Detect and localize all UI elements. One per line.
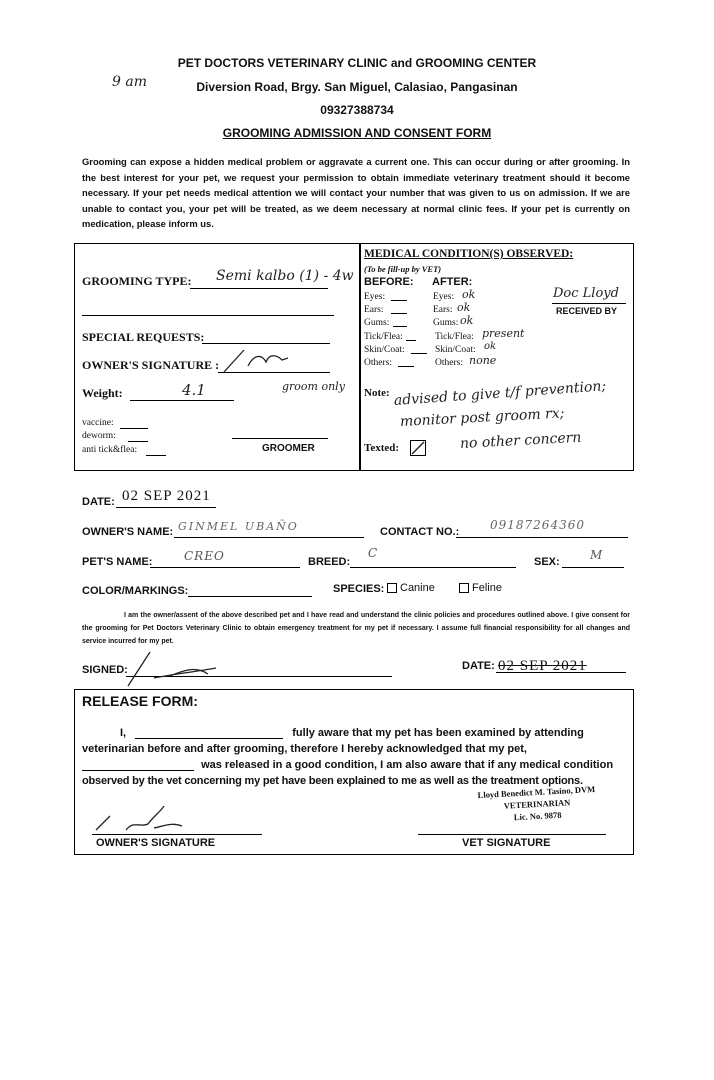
clinic-address: Diversion Road, Brgy. San Miguel, Calasiao, Pangasinan xyxy=(196,80,518,94)
release-line-2: veterinarian before and after grooming, therefore I hereby acknowledged that my pet, xyxy=(82,743,527,755)
note-line-2: monitor post groom rx; xyxy=(399,405,565,430)
sex-field[interactable] xyxy=(562,567,624,568)
pet-name-value: CREO xyxy=(184,549,225,563)
form-title: GROOMING ADMISSION AND CONSENT FORM xyxy=(222,126,492,140)
color-field[interactable] xyxy=(188,596,312,597)
row-gums: Gums: Gums: ok xyxy=(364,314,474,329)
pet-name-field[interactable] xyxy=(150,567,300,568)
release-line-1: I, fully aware that my pet has been examined by attending xyxy=(120,727,584,739)
vaccine-label: vaccine: xyxy=(82,418,114,428)
species-feline[interactable]: Feline xyxy=(456,582,502,594)
antitick-field[interactable] xyxy=(146,455,166,456)
consent-text: I am the owner/assent of the above described pet and I have read and understand the clinic policies and procedures outlined above. I give consent for the grooming for Pet Doctors Veterinary Clinic to obtain emergency treatment for my pet if necessary. I assume full financial responsibility for all changes and service incurred for my pet. xyxy=(82,612,630,645)
note-line-1: advised to give t/f prevention; xyxy=(393,378,607,409)
species-canine[interactable]: Canine xyxy=(384,582,435,594)
signed-label: SIGNED: xyxy=(82,664,128,676)
groomer-label: GROOMER xyxy=(262,443,315,454)
texted-label: Texted: xyxy=(364,442,400,454)
color-label: COLOR/MARKINGS: xyxy=(82,585,189,597)
contact-field[interactable] xyxy=(456,537,628,538)
antitick-label: anti tick&flea: xyxy=(82,445,138,455)
owner-name-label: OWNER'S NAME: xyxy=(82,526,174,538)
clinic-phone: 09327388734 xyxy=(320,103,394,117)
owner-name-field[interactable] xyxy=(174,537,364,538)
special-requests-field[interactable] xyxy=(202,343,330,344)
received-by-line[interactable] xyxy=(552,303,626,304)
medical-rows xyxy=(364,288,525,370)
after-label: AFTER: xyxy=(432,276,473,288)
consent-date-label: DATE: xyxy=(462,660,495,672)
owner-signature-label: OWNER'S SIGNATURE : xyxy=(82,358,220,372)
deworm-label: deworm: xyxy=(82,431,116,441)
texted-checkbox[interactable] xyxy=(410,440,426,456)
contact-value: 09187264360 xyxy=(490,518,585,532)
received-by-signature: Doc Lloyd xyxy=(553,286,619,301)
breed-value: C xyxy=(368,546,378,560)
received-by-label: RECEIVED BY xyxy=(556,306,618,316)
release-line-3: was released in a good condition, I am also aware that if any medical condition xyxy=(82,759,622,771)
note-label: Note: xyxy=(364,387,390,399)
breed-field[interactable] xyxy=(350,567,516,568)
owner-release-signature xyxy=(92,800,192,836)
owner-name-value: GINMEL UBAÑO xyxy=(178,520,299,533)
owner-release-sig-line[interactable] xyxy=(92,834,262,835)
special-requests-label: SPECIAL REQUESTS: xyxy=(82,330,205,344)
owner-release-sig-label: OWNER'S SIGNATURE xyxy=(96,837,216,849)
vet-stamp: Lloyd Benedict M. Tasino, DVM VETERINARIAN Lic. No. 9878 xyxy=(477,783,596,823)
consent-date-value: 02 SEP 2021 xyxy=(498,658,587,674)
box-divider xyxy=(359,244,361,470)
row-tickflea: Tick/Flea: Tick/Flea: present xyxy=(364,326,525,342)
vaccine-field[interactable] xyxy=(120,428,148,429)
release-line-4: observed by the vet concerning my pet have been explained to me as well as the treatment options. xyxy=(82,775,583,787)
clinic-name: PET DOCTORS VETERINARY CLINIC and GROOMING CENTER xyxy=(177,56,537,70)
before-label: BEFORE: xyxy=(364,276,414,288)
deworm-field[interactable] xyxy=(128,441,148,442)
owner-signature-scribble xyxy=(222,346,292,376)
sex-value: M xyxy=(590,548,603,562)
intro-paragraph: Grooming can expose a hidden medical problem or aggravate a current one. This can occur during or after grooming. In the best interest for your pet, we request your permission to obtain immediate veterinary treatment should it become necessary. If your pet needs medical attention we will contact your number that was given to us on admission. If we are unable to contact you, your pet will be treated, as we deem necessary at normal clinic fees. If your pet is currently on medication, please inform us. xyxy=(82,156,630,229)
check-icon xyxy=(411,441,425,455)
row-others: Others: Others: none xyxy=(364,353,497,368)
signed-scribble xyxy=(124,648,254,688)
weight-value: 4.1 xyxy=(182,381,206,399)
handwritten-time: 9 am xyxy=(112,74,147,90)
release-pet-field[interactable] xyxy=(82,770,194,771)
species-label: SPECIES: xyxy=(333,583,385,595)
date-value: 02 SEP 2021 xyxy=(122,488,211,504)
note-line-3: no other concern xyxy=(459,429,582,452)
groom-only-note: groom only xyxy=(282,380,345,393)
row-skincoat: Skin/Coat: Skin/Coat: ok xyxy=(364,340,497,355)
canine-checkbox[interactable] xyxy=(387,583,397,593)
release-name-field[interactable] xyxy=(135,738,283,739)
vet-sig-label: VET SIGNATURE xyxy=(462,837,551,849)
medical-title: MEDICAL CONDITION(S) OBSERVED: xyxy=(364,248,574,260)
release-title: RELEASE FORM: xyxy=(82,693,198,709)
weight-label: Weight: xyxy=(82,386,123,400)
row-eyes: Eyes: Eyes: ok xyxy=(364,288,476,302)
sex-label: SEX: xyxy=(534,556,560,568)
feline-checkbox[interactable] xyxy=(459,583,469,593)
breed-label: BREED: xyxy=(308,556,351,568)
weight-field[interactable] xyxy=(130,400,234,401)
groomer-sign-line[interactable] xyxy=(232,438,328,439)
date-label: DATE: xyxy=(82,496,115,508)
date-field[interactable] xyxy=(116,507,216,508)
vet-sig-line[interactable] xyxy=(418,834,606,835)
pet-name-label: PET'S NAME: xyxy=(82,556,153,568)
grooming-type-label: GROOMING TYPE: xyxy=(82,274,192,288)
row-ears: Ears: Ears: ok xyxy=(364,301,471,316)
contact-label: CONTACT NO.: xyxy=(380,526,460,538)
grooming-type-line2[interactable] xyxy=(82,315,334,316)
grooming-type-value: Semi kalbo (1) - 4w xyxy=(216,268,354,284)
medical-subtitle: (To be fill-up by VET) xyxy=(364,264,442,274)
grooming-type-field[interactable] xyxy=(190,288,328,289)
